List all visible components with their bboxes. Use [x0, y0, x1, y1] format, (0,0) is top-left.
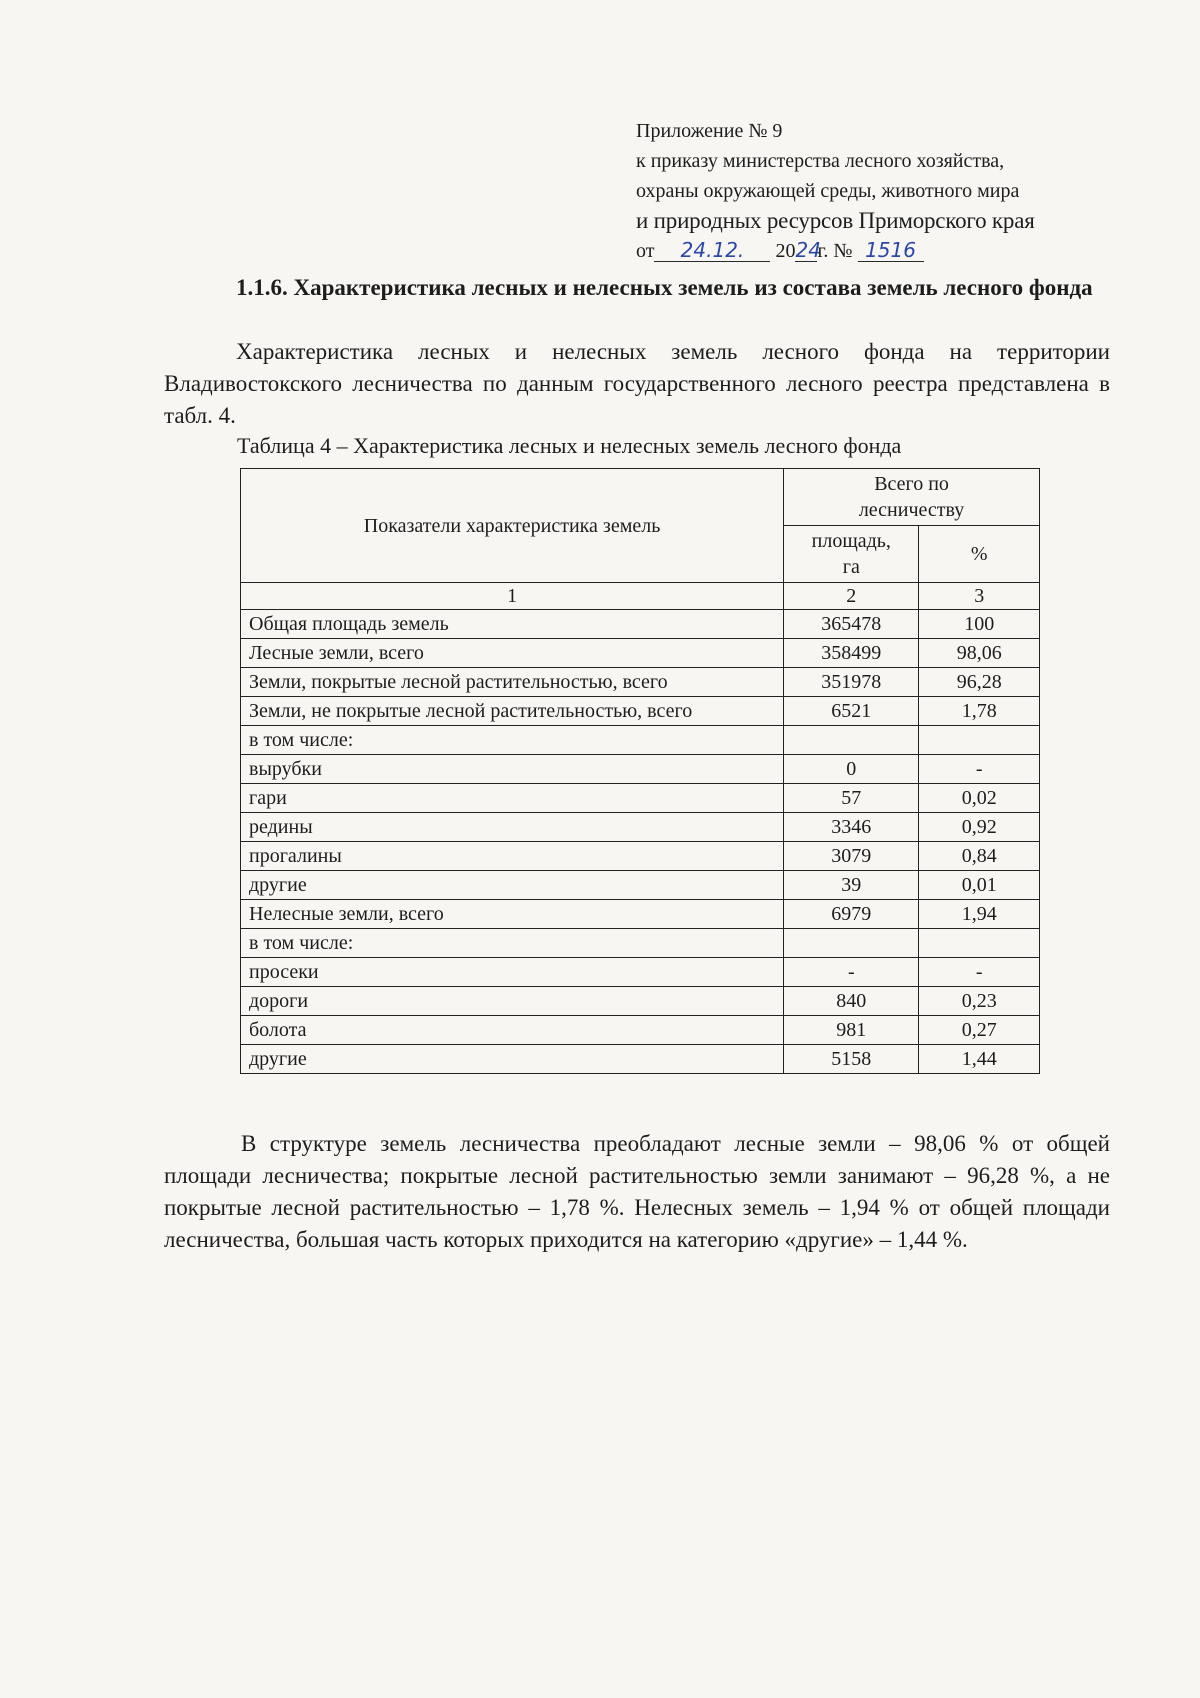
header-total-line1: Всего по: [874, 473, 949, 495]
table-row: [241, 842, 1040, 871]
row-percent: -: [919, 958, 1040, 987]
table-row: [241, 726, 1040, 755]
row-percent: 0,01: [919, 871, 1040, 900]
column-number: 3: [919, 583, 1040, 610]
row-name: Лесные земли, всего: [241, 639, 784, 668]
table-row: [241, 900, 1040, 929]
column-number: 2: [784, 583, 919, 610]
appendix-ministry-line: охраны окружающей среды, животного мира: [636, 180, 1020, 202]
row-name: болота: [241, 1016, 784, 1045]
row-area: 351978: [784, 668, 919, 697]
row-percent: 0,02: [919, 784, 1040, 813]
appendix-order-line: к приказу министерства лесного хозяйства,: [636, 150, 1005, 172]
row-percent: -: [919, 755, 1040, 784]
row-name: другие: [241, 1045, 784, 1074]
table-row: [241, 1045, 1040, 1074]
appendix-header: [636, 116, 1136, 266]
date-year-handwritten: 24: [795, 238, 821, 262]
row-name: вырубки: [241, 755, 784, 784]
row-percent: 1,94: [919, 900, 1040, 929]
row-percent: 0,27: [919, 1016, 1040, 1045]
row-name: Нелесные земли, всего: [241, 900, 784, 929]
row-area: [784, 929, 919, 958]
row-area: [784, 726, 919, 755]
conclusion-paragraph: В структуре земель лесничества преобладают лесные земли – 98,06 % от общей площади лесничества; покрытые лесной растительностью земли занимают – 96,28 %, а не покрытые лесной растительностью – 1,78 %. Нелесных земель – 1,94 % от общей площади лесничества, большая часть которых приходится на категорию «другие» – 1,44 %.: [164, 1131, 1110, 1252]
row-area: 981: [784, 1016, 919, 1045]
row-percent: 1,44: [919, 1045, 1040, 1074]
row-percent: 0,92: [919, 813, 1040, 842]
header-area-line2: га: [842, 556, 860, 578]
order-number-handwritten: 1516: [858, 239, 924, 262]
appendix-title: Приложение № 9: [636, 120, 783, 142]
table-row: [241, 1016, 1040, 1045]
row-area: 6979: [784, 900, 919, 929]
column-number: 1: [241, 583, 784, 610]
column-number-row: [241, 583, 1040, 610]
intro-paragraph: Характеристика лесных и нелесных земель лесного фонда на территории Владивостокского лесничества по данным государственного лесного реестра представлена в табл. 4.: [164, 339, 1110, 428]
header-area-line1: площадь,: [811, 530, 891, 552]
table-row: [241, 871, 1040, 900]
table-row: [241, 755, 1040, 784]
row-area: 3079: [784, 842, 919, 871]
table-row: [241, 697, 1040, 726]
row-percent: 1,78: [919, 697, 1040, 726]
row-name: Земли, покрытые лесной растительностью, всего: [241, 668, 784, 697]
row-percent: 96,28: [919, 668, 1040, 697]
section-heading: [164, 272, 1110, 304]
row-name: Земли, не покрытые лесной растительностью, всего: [241, 697, 784, 726]
table-body: [241, 610, 1040, 1074]
row-percent: [919, 929, 1040, 958]
land-characteristics-table: [240, 468, 1040, 1074]
row-area: 3346: [784, 813, 919, 842]
header-area: [784, 526, 919, 583]
row-percent: 0,23: [919, 987, 1040, 1016]
table-row: [241, 784, 1040, 813]
table-row: [241, 610, 1040, 639]
row-name: в том числе:: [241, 726, 784, 755]
row-area: 57: [784, 784, 919, 813]
date-prefix: от: [636, 240, 655, 262]
row-area: 5158: [784, 1045, 919, 1074]
header-indicators: Показатели характеристика земель: [241, 469, 784, 583]
table-header-row: [241, 469, 1040, 526]
row-percent: 0,84: [919, 842, 1040, 871]
date-year-suffix: г. №: [817, 240, 853, 262]
row-percent: [919, 726, 1040, 755]
header-total: [784, 469, 1040, 526]
row-name: гари: [241, 784, 784, 813]
row-area: 358499: [784, 639, 919, 668]
row-name: Общая площадь земель: [241, 610, 784, 639]
appendix-region-line: и природных ресурсов Приморского края: [636, 208, 1035, 233]
row-name: просеки: [241, 958, 784, 987]
section-number: 1.1.6.: [236, 275, 288, 300]
row-name: в том числе:: [241, 929, 784, 958]
row-area: 840: [784, 987, 919, 1016]
appendix-date-line: [636, 236, 1136, 266]
row-name: дороги: [241, 987, 784, 1016]
table-row: [241, 813, 1040, 842]
date-day-handwritten: 24.12.: [654, 239, 770, 262]
table-row: [241, 668, 1040, 697]
row-percent: 98,06: [919, 639, 1040, 668]
table-row: [241, 987, 1040, 1016]
table-row: [241, 639, 1040, 668]
row-name: редины: [241, 813, 784, 842]
date-year-prefix: 20: [775, 240, 796, 262]
table-caption: Таблица 4 – Характеристика лесных и нелесных земель лесного фонда: [237, 433, 902, 458]
section-title-text: Характеристика лесных и нелесных земель из состава земель лесного фонда: [293, 275, 1093, 300]
row-name: другие: [241, 871, 784, 900]
row-percent: 100: [919, 610, 1040, 639]
table-row: [241, 958, 1040, 987]
header-percent: %: [919, 526, 1040, 583]
row-name: прогалины: [241, 842, 784, 871]
row-area: 39: [784, 871, 919, 900]
row-area: 365478: [784, 610, 919, 639]
row-area: 0: [784, 755, 919, 784]
row-area: 6521: [784, 697, 919, 726]
row-area: -: [784, 958, 919, 987]
header-total-line2: лесничеству: [858, 499, 965, 521]
table-row: [241, 929, 1040, 958]
